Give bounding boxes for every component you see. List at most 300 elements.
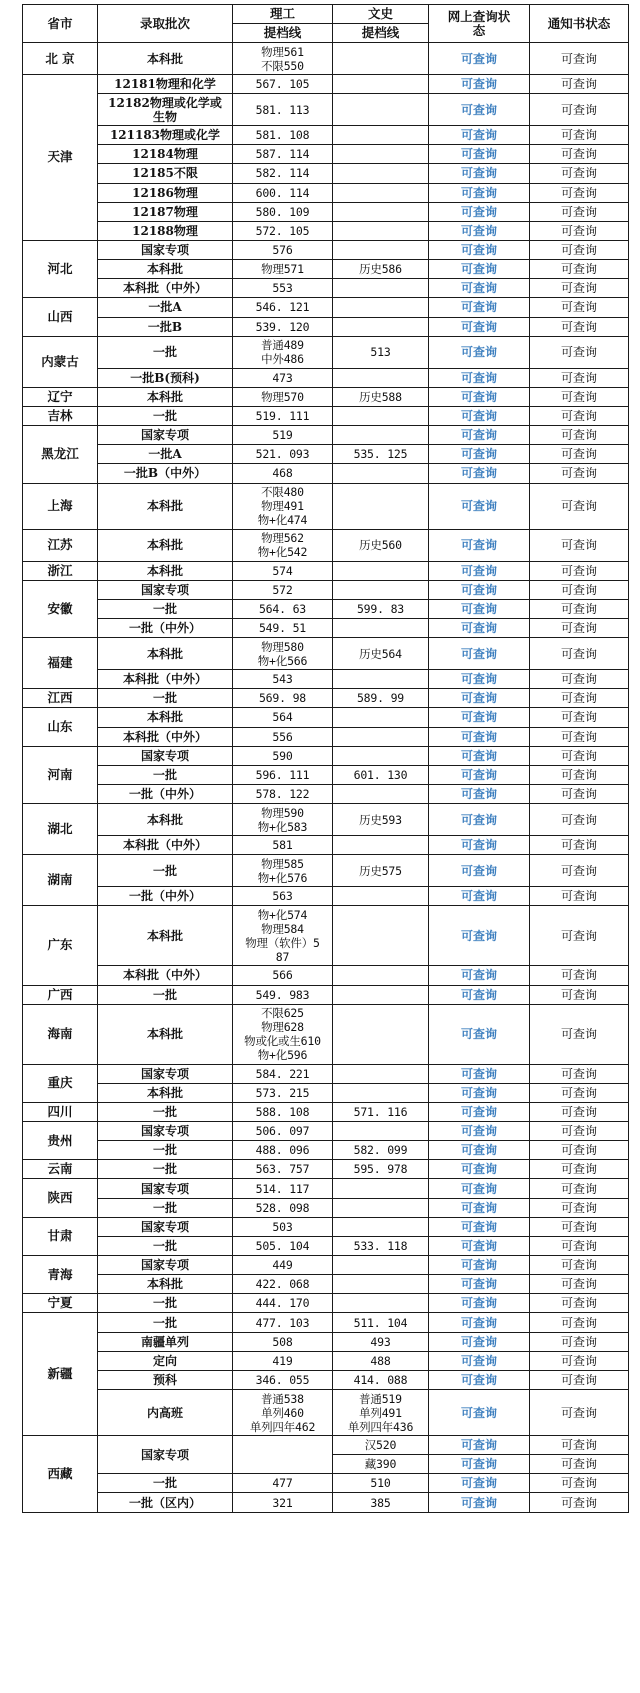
science-score-cell: 503	[233, 1217, 333, 1236]
online-query-link[interactable]: 可查询	[460, 787, 497, 801]
online-query-link[interactable]: 可查询	[460, 262, 497, 277]
province-cell: 江西	[23, 689, 98, 708]
online-query-link[interactable]: 可查询	[460, 1438, 497, 1453]
batch-cell: 一批	[98, 1294, 233, 1313]
science-score-cell: 581. 108	[233, 126, 333, 145]
online-query-link[interactable]: 可查询	[460, 1457, 497, 1472]
online-status-cell	[429, 43, 530, 75]
province-cell: 宁夏	[23, 1294, 98, 1313]
online-status-cell	[429, 836, 530, 855]
arts-score-cell	[333, 1122, 429, 1141]
province-cell: 陕西	[23, 1179, 98, 1217]
notice-status-cell: 可查询	[530, 1351, 629, 1370]
online-status-cell	[429, 1236, 530, 1255]
online-query-link[interactable]: 可查询	[460, 51, 497, 66]
notice-status-cell: 可查询	[530, 599, 629, 618]
science-score-cell: 546. 121	[233, 298, 333, 317]
table-row	[23, 1064, 629, 1083]
online-status-cell	[429, 145, 530, 164]
online-query-link[interactable]: 可查询	[460, 748, 497, 763]
online-query-link[interactable]: 可查询	[460, 582, 497, 597]
online-query-link[interactable]: 可查询	[460, 204, 497, 219]
science-score-cell: 477. 103	[233, 1313, 333, 1332]
table-row	[23, 561, 629, 580]
notice-status-cell: 可查询	[530, 1236, 629, 1255]
notice-status-cell: 可查询	[530, 1102, 629, 1121]
online-status-cell	[429, 483, 530, 529]
table-row	[23, 221, 629, 240]
arts-score-cell	[333, 985, 429, 1004]
table-row	[23, 618, 629, 637]
online-query-link[interactable]: 可查询	[460, 863, 497, 878]
online-status-cell	[429, 887, 530, 906]
header-science: 理工	[233, 5, 333, 24]
online-query-link[interactable]: 可查询	[460, 223, 497, 238]
notice-status-cell: 可查询	[530, 1198, 629, 1217]
notice-status-cell: 可查询	[530, 1313, 629, 1332]
arts-score-cell	[333, 708, 429, 727]
batch-cell: 一批B（中外）	[98, 464, 233, 483]
online-query-link[interactable]: 可查询	[460, 1200, 497, 1215]
online-query-link[interactable]: 可查询	[460, 1296, 497, 1311]
arts-score-cell	[333, 183, 429, 202]
online-query-link[interactable]: 可查询	[460, 147, 497, 162]
science-score-cell: 563	[233, 887, 333, 906]
batch-cell: 12182物理或化学或 生物	[98, 94, 233, 126]
online-query-link[interactable]: 可查询	[460, 389, 497, 404]
online-query-link[interactable]: 可查询	[460, 812, 497, 827]
online-status-cell	[429, 1436, 530, 1455]
online-query-link[interactable]: 可查询	[460, 185, 497, 200]
online-query-link[interactable]: 可查询	[460, 889, 497, 904]
online-query-link[interactable]: 可查询	[460, 447, 497, 462]
table-row	[23, 599, 629, 618]
online-status-cell	[429, 746, 530, 765]
online-status-cell	[429, 689, 530, 708]
online-query-link[interactable]: 可查询	[460, 428, 497, 443]
online-status-cell	[429, 1217, 530, 1236]
science-score-cell: 物理571	[233, 260, 333, 279]
notice-status-cell: 可查询	[530, 1004, 629, 1064]
table-row	[23, 727, 629, 746]
batch-cell: 本科批	[98, 1275, 233, 1294]
province-cell: 吉林	[23, 406, 98, 425]
online-query-link[interactable]: 可查询	[460, 538, 497, 553]
online-query-link[interactable]: 可查询	[460, 1066, 497, 1081]
online-query-link[interactable]: 可查询	[460, 621, 497, 636]
online-query-link[interactable]: 可查询	[460, 1143, 497, 1158]
header-batch: 录取批次	[98, 5, 233, 43]
admission-score-table	[22, 4, 629, 1513]
online-status-cell	[429, 1332, 530, 1351]
online-status-cell	[429, 765, 530, 784]
arts-score-cell	[333, 317, 429, 336]
online-query-link[interactable]: 可查询	[460, 1495, 497, 1510]
batch-cell: 一批A	[98, 445, 233, 464]
science-score-cell: 521. 093	[233, 445, 333, 464]
province-cell: 四川	[23, 1102, 98, 1121]
batch-cell: 本科批（中外）	[98, 670, 233, 689]
province-cell: 安徽	[23, 580, 98, 637]
science-score-cell: 576	[233, 240, 333, 259]
online-status-cell	[429, 336, 530, 368]
arts-score-cell	[333, 887, 429, 906]
batch-cell: 12184物理	[98, 145, 233, 164]
batch-cell: 一批A	[98, 298, 233, 317]
batch-cell: 本科批（中外）	[98, 279, 233, 298]
arts-score-cell	[333, 240, 429, 259]
online-query-link[interactable]: 可查询	[460, 928, 497, 943]
province-cell: 山东	[23, 708, 98, 746]
online-status-cell	[429, 1122, 530, 1141]
online-query-link[interactable]: 可查询	[460, 729, 497, 744]
notice-status-cell: 可查询	[530, 1455, 629, 1474]
online-query-link[interactable]: 可查询	[460, 1162, 497, 1177]
online-query-link[interactable]: 可查询	[460, 102, 497, 117]
batch-cell: 一批	[98, 1198, 233, 1217]
online-query-link[interactable]: 可查询	[460, 691, 497, 706]
batch-cell: 本科批	[98, 387, 233, 406]
online-query-link[interactable]: 可查询	[460, 1258, 497, 1273]
batch-cell: 本科批	[98, 804, 233, 836]
arts-score-cell: 历史593	[333, 804, 429, 836]
table-row	[23, 406, 629, 425]
science-score-cell: 473	[233, 368, 333, 387]
province-cell: 北 京	[23, 43, 98, 75]
online-status-cell	[429, 1256, 530, 1275]
arts-score-cell	[333, 75, 429, 94]
online-status-cell	[429, 529, 530, 561]
online-status-cell	[429, 94, 530, 126]
online-status-cell	[429, 1493, 530, 1512]
online-query-link[interactable]: 可查询	[460, 1277, 497, 1292]
online-query-link[interactable]: 可查询	[460, 499, 497, 514]
online-status-cell	[429, 183, 530, 202]
table-row	[23, 1390, 629, 1436]
batch-cell: 一批	[98, 1160, 233, 1179]
online-query-link[interactable]: 可查询	[460, 646, 497, 661]
notice-status-cell: 可查询	[530, 580, 629, 599]
notice-status-cell: 可查询	[530, 1256, 629, 1275]
online-query-link[interactable]: 可查询	[460, 319, 497, 334]
online-status-cell	[429, 240, 530, 259]
arts-score-cell: 历史575	[333, 855, 429, 887]
notice-status-cell: 可查询	[530, 765, 629, 784]
notice-status-cell: 可查询	[530, 618, 629, 637]
table-row	[23, 1122, 629, 1141]
batch-cell: 国家专项	[98, 746, 233, 765]
table-row	[23, 94, 629, 126]
online-query-link[interactable]: 可查询	[460, 1219, 497, 1234]
arts-score-cell: 493	[333, 1332, 429, 1351]
header-notice-status: 通知书状态	[530, 5, 629, 43]
online-query-link[interactable]: 可查询	[460, 1027, 497, 1042]
notice-status-cell: 可查询	[530, 279, 629, 298]
online-query-link[interactable]: 可查询	[460, 601, 497, 616]
batch-cell: 本科批	[98, 1083, 233, 1102]
province-cell: 辽宁	[23, 387, 98, 406]
online-status-cell	[429, 1351, 530, 1370]
science-score-cell: 506. 097	[233, 1122, 333, 1141]
online-status-cell	[429, 298, 530, 317]
province-cell: 河南	[23, 746, 98, 803]
arts-score-cell	[333, 1179, 429, 1198]
science-score-cell: 596. 111	[233, 765, 333, 784]
online-status-cell	[429, 1294, 530, 1313]
table-row	[23, 1294, 629, 1313]
batch-cell: 一批	[98, 855, 233, 887]
table-row	[23, 126, 629, 145]
science-score-cell: 物+化574 物理584 物理（软件）5 87	[233, 906, 333, 966]
science-score-cell: 528. 098	[233, 1198, 333, 1217]
arts-score-cell	[333, 746, 429, 765]
notice-status-cell: 可查询	[530, 1474, 629, 1493]
batch-cell: 一批B(预科)	[98, 368, 233, 387]
online-query-link[interactable]: 可查询	[460, 1124, 497, 1139]
online-status-cell	[429, 387, 530, 406]
table-row	[23, 1351, 629, 1370]
batch-cell: 本科批	[98, 638, 233, 670]
online-query-link[interactable]: 可查询	[460, 987, 497, 1002]
arts-score-cell: 513	[333, 336, 429, 368]
online-status-cell	[429, 202, 530, 221]
online-query-link[interactable]: 可查询	[460, 968, 497, 983]
province-cell: 广西	[23, 985, 98, 1004]
table-row	[23, 260, 629, 279]
arts-score-cell: 藏390	[333, 1455, 429, 1474]
online-query-link[interactable]: 可查询	[460, 1085, 497, 1100]
online-query-link[interactable]: 可查询	[460, 1405, 497, 1420]
science-score-cell: 581	[233, 836, 333, 855]
online-status-cell	[429, 906, 530, 966]
science-score-cell: 508	[233, 1332, 333, 1351]
science-score-cell: 564	[233, 708, 333, 727]
online-query-link[interactable]: 可查询	[460, 767, 497, 782]
arts-score-cell	[333, 784, 429, 803]
province-cell: 山西	[23, 298, 98, 336]
online-query-link[interactable]: 可查询	[460, 563, 497, 578]
online-query-link[interactable]: 可查询	[460, 1334, 497, 1349]
notice-status-cell: 可查询	[530, 221, 629, 240]
online-query-link[interactable]: 可查询	[460, 243, 497, 258]
science-score-cell: 488. 096	[233, 1141, 333, 1160]
arts-score-cell	[333, 1256, 429, 1275]
science-score-cell: 588. 108	[233, 1102, 333, 1121]
arts-score-cell	[333, 202, 429, 221]
science-score-cell: 422. 068	[233, 1275, 333, 1294]
notice-status-cell: 可查询	[530, 202, 629, 221]
arts-score-cell: 汉520	[333, 1436, 429, 1455]
province-cell: 云南	[23, 1160, 98, 1179]
science-score-cell: 572. 105	[233, 221, 333, 240]
notice-status-cell: 可查询	[530, 855, 629, 887]
online-query-link[interactable]: 可查询	[460, 1315, 497, 1330]
science-score-cell	[233, 1436, 333, 1474]
online-query-link[interactable]: 可查询	[460, 1181, 497, 1196]
notice-status-cell: 可查询	[530, 1332, 629, 1351]
science-score-cell: 519	[233, 426, 333, 445]
batch-cell: 本科批（中外）	[98, 727, 233, 746]
online-query-link[interactable]: 可查询	[460, 1372, 497, 1387]
notice-status-cell: 可查询	[530, 727, 629, 746]
province-cell: 海南	[23, 1004, 98, 1064]
batch-cell: 一批	[98, 1141, 233, 1160]
arts-score-cell: 510	[333, 1474, 429, 1493]
online-query-link[interactable]: 可查询	[460, 466, 497, 481]
arts-score-cell: 历史586	[333, 260, 429, 279]
arts-score-cell: 历史588	[333, 387, 429, 406]
batch-cell: 一批B	[98, 317, 233, 336]
science-score-cell: 581. 113	[233, 94, 333, 126]
arts-score-cell: 普通519 单列491 单列四年436	[333, 1390, 429, 1436]
online-query-link[interactable]: 可查询	[460, 345, 497, 360]
online-status-cell	[429, 260, 530, 279]
table-row	[23, 1102, 629, 1121]
online-status-cell	[429, 708, 530, 727]
online-query-link[interactable]: 可查询	[460, 838, 497, 853]
arts-score-cell: 511. 104	[333, 1313, 429, 1332]
province-cell: 甘肃	[23, 1217, 98, 1255]
notice-status-cell: 可查询	[530, 445, 629, 464]
online-query-link[interactable]: 可查询	[460, 710, 497, 725]
province-cell: 新疆	[23, 1313, 98, 1436]
arts-score-cell	[333, 1004, 429, 1064]
online-query-link[interactable]: 可查询	[460, 128, 497, 143]
notice-status-cell: 可查询	[530, 240, 629, 259]
province-cell: 贵州	[23, 1122, 98, 1160]
notice-status-cell: 可查询	[530, 145, 629, 164]
online-status-cell	[429, 1455, 530, 1474]
table-row	[23, 1160, 629, 1179]
arts-score-cell: 595. 978	[333, 1160, 429, 1179]
notice-status-cell: 可查询	[530, 1160, 629, 1179]
online-query-link[interactable]: 可查询	[460, 1104, 497, 1119]
notice-status-cell: 可查询	[530, 426, 629, 445]
online-status-cell	[429, 1370, 530, 1389]
batch-cell: 一批	[98, 1313, 233, 1332]
table-row	[23, 708, 629, 727]
science-score-cell: 600. 114	[233, 183, 333, 202]
arts-score-cell	[333, 1275, 429, 1294]
online-status-cell	[429, 599, 530, 618]
arts-score-cell: 599. 83	[333, 599, 429, 618]
notice-status-cell: 可查询	[530, 317, 629, 336]
batch-cell: 一批	[98, 689, 233, 708]
online-status-cell	[429, 445, 530, 464]
table-row	[23, 1436, 629, 1455]
table-row	[23, 966, 629, 985]
notice-status-cell: 可查询	[530, 1370, 629, 1389]
science-score-cell: 444. 170	[233, 1294, 333, 1313]
science-score-cell: 519. 111	[233, 406, 333, 425]
online-query-link[interactable]: 可查询	[460, 77, 497, 92]
table-row	[23, 906, 629, 966]
table-row	[23, 1474, 629, 1493]
online-query-link[interactable]: 可查询	[460, 370, 497, 385]
notice-status-cell: 可查询	[530, 1390, 629, 1436]
header-science-line: 提档线	[233, 24, 333, 43]
arts-score-cell	[333, 727, 429, 746]
online-status-cell	[429, 561, 530, 580]
table-body	[23, 43, 629, 1513]
science-score-cell: 582. 114	[233, 164, 333, 183]
notice-status-cell: 可查询	[530, 183, 629, 202]
notice-status-cell: 可查询	[530, 75, 629, 94]
science-score-cell: 物理580 物+化566	[233, 638, 333, 670]
online-query-link[interactable]: 可查询	[460, 1238, 497, 1253]
online-status-cell	[429, 1390, 530, 1436]
batch-cell: 12186物理	[98, 183, 233, 202]
batch-cell: 本科批	[98, 260, 233, 279]
science-score-cell: 物理561 不限550	[233, 43, 333, 75]
batch-cell: 一批（中外）	[98, 618, 233, 637]
science-score-cell: 549. 51	[233, 618, 333, 637]
arts-score-cell: 601. 130	[333, 765, 429, 784]
header-arts: 文史	[333, 5, 429, 24]
online-query-link[interactable]: 可查询	[460, 166, 497, 181]
online-status-cell	[429, 368, 530, 387]
science-score-cell: 不限625 物理628 物或化或生610 物+化596	[233, 1004, 333, 1064]
notice-status-cell: 可查询	[530, 1493, 629, 1512]
batch-cell: 本科批	[98, 708, 233, 727]
online-query-link[interactable]: 可查询	[460, 672, 497, 687]
batch-cell: 预科	[98, 1370, 233, 1389]
online-query-link[interactable]: 可查询	[460, 409, 497, 424]
online-status-cell	[429, 855, 530, 887]
batch-cell: 一批（中外）	[98, 887, 233, 906]
table-row	[23, 1083, 629, 1102]
science-score-cell: 563. 757	[233, 1160, 333, 1179]
arts-score-cell	[333, 368, 429, 387]
table-header	[23, 5, 629, 43]
header-arts-line: 提档线	[333, 24, 429, 43]
notice-status-cell: 可查询	[530, 1275, 629, 1294]
online-query-link[interactable]: 可查询	[460, 300, 497, 315]
arts-score-cell	[333, 1064, 429, 1083]
table-row	[23, 836, 629, 855]
arts-score-cell: 历史564	[333, 638, 429, 670]
arts-score-cell	[333, 426, 429, 445]
province-cell: 青海	[23, 1256, 98, 1294]
table-row	[23, 387, 629, 406]
province-cell: 重庆	[23, 1064, 98, 1102]
batch-cell: 一批	[98, 1474, 233, 1493]
batch-cell: 12188物理	[98, 221, 233, 240]
batch-cell: 内高班	[98, 1390, 233, 1436]
notice-status-cell: 可查询	[530, 670, 629, 689]
science-score-cell: 578. 122	[233, 784, 333, 803]
notice-status-cell: 可查询	[530, 1179, 629, 1198]
province-cell: 天津	[23, 75, 98, 241]
online-query-link[interactable]: 可查询	[460, 1476, 497, 1491]
notice-status-cell: 可查询	[530, 1064, 629, 1083]
arts-score-cell	[333, 836, 429, 855]
online-status-cell	[429, 406, 530, 425]
online-query-link[interactable]: 可查询	[460, 1353, 497, 1368]
table-row	[23, 855, 629, 887]
batch-cell: 本科批（中外）	[98, 836, 233, 855]
online-status-cell	[429, 784, 530, 803]
arts-score-cell	[333, 580, 429, 599]
batch-cell: 本科批	[98, 43, 233, 75]
online-query-link[interactable]: 可查询	[460, 281, 497, 296]
table-row	[23, 368, 629, 387]
province-cell: 浙江	[23, 561, 98, 580]
arts-score-cell	[333, 464, 429, 483]
batch-cell: 本科批	[98, 906, 233, 966]
notice-status-cell: 可查询	[530, 368, 629, 387]
province-cell: 湖南	[23, 855, 98, 906]
